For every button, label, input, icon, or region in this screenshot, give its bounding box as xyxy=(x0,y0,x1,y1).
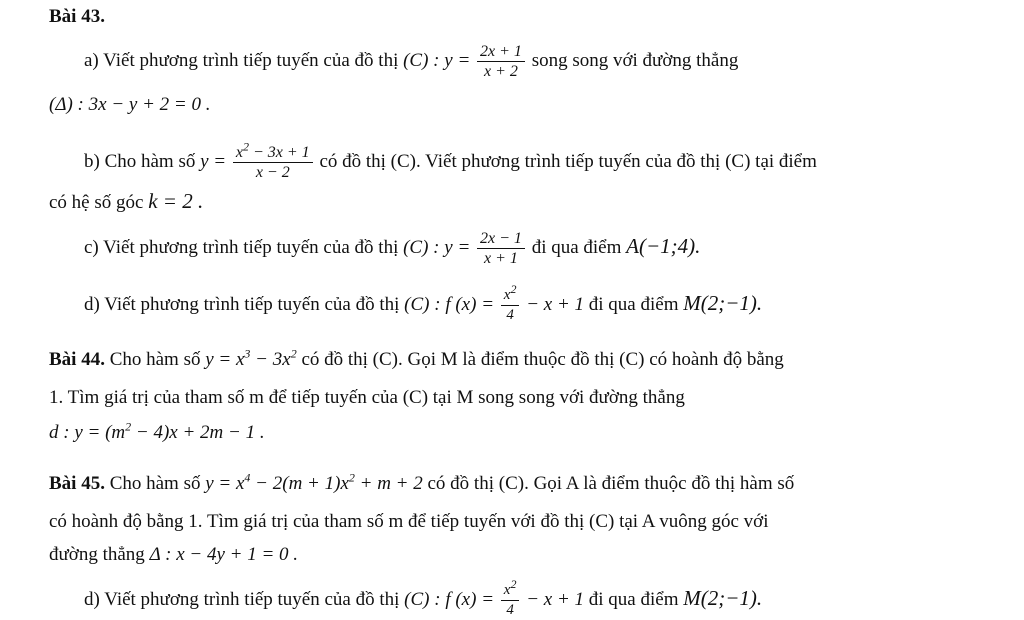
text: đi qua điểm xyxy=(531,236,622,258)
exercise-44-line3 xyxy=(49,420,265,446)
point: A(−1;4). xyxy=(626,233,701,258)
exercise-43b-line2 xyxy=(49,188,203,216)
term: − 2(m + 1)x xyxy=(250,473,349,494)
exercise-43c-line xyxy=(84,229,700,268)
exercise-duplicate-d-line xyxy=(84,577,763,620)
numerator xyxy=(501,577,520,601)
exercise-44-title: Bài 44. xyxy=(49,349,105,370)
exercise-43b-line1 xyxy=(84,139,817,182)
point: M(2;−1). xyxy=(683,585,763,610)
denominator: x − 2 xyxy=(255,164,290,181)
term: − 4)x + 2m − 1 . xyxy=(131,422,265,443)
equation: (C) : f (x) = xyxy=(404,588,495,610)
equation-tail: − x + 1 xyxy=(526,588,585,610)
text: đi qua điểm xyxy=(588,293,679,315)
exponent: 2 xyxy=(290,346,297,361)
exponent: 3 xyxy=(244,346,251,361)
exercise-44-line2: 1. Tìm giá trị của tham số m để tiếp tuyến của (C) tại M song song với đường thẳng xyxy=(49,387,685,408)
term: y = x xyxy=(205,349,245,370)
equation xyxy=(205,346,297,370)
numerator xyxy=(501,282,520,306)
numerator: 2x − 1 xyxy=(477,229,525,249)
text: b) Cho hàm số xyxy=(84,150,196,172)
denominator: 4 xyxy=(506,602,514,618)
term: d : y = (m xyxy=(49,422,126,443)
term: x xyxy=(503,287,511,303)
text: có đồ thị (C). Gọi M là điểm thuộc đồ thị (C) có hoành độ bằng xyxy=(301,349,784,370)
equation: (C) : f (x) = xyxy=(404,293,495,315)
exercise-44-line1 xyxy=(49,347,784,373)
exponent: 2 xyxy=(125,419,132,434)
equation: (C) : y = xyxy=(403,236,471,258)
exercise-43a-line2: (Δ) : 3x − y + 2 = 0 . xyxy=(49,94,211,115)
denominator: 4 xyxy=(506,307,514,323)
exponent: 2 xyxy=(510,577,517,591)
equation xyxy=(205,470,423,494)
fraction xyxy=(233,139,313,182)
exercise-43d-line xyxy=(84,282,763,325)
term: + m + 2 xyxy=(354,473,423,494)
text: c) Viết phương trình tiếp tuyến của đồ thị xyxy=(84,236,399,258)
fraction xyxy=(477,42,525,81)
denominator: x + 2 xyxy=(484,63,518,80)
equation-tail: − x + 1 xyxy=(526,293,585,315)
text: Cho hàm số xyxy=(109,473,201,494)
equation: Δ : x − 4y + 1 = 0 . xyxy=(149,544,299,565)
exponent: 2 xyxy=(510,282,517,296)
equation: (C) : y = xyxy=(403,49,471,71)
equation: k = 2 . xyxy=(148,189,204,213)
text: song song với đường thẳng xyxy=(531,49,739,71)
term: x xyxy=(235,144,243,161)
term: − 3x xyxy=(250,349,291,370)
denominator: x + 1 xyxy=(484,250,518,267)
text: có đồ thị (C). Viết phương trình tiếp tuyến của đồ thị (C) tại điểm xyxy=(319,150,817,172)
exercise-45-line2: có hoành độ bằng 1. Tìm giá trị của tham số m để tiếp tuyến với đồ thị (C) tại A vuông góc với xyxy=(49,511,769,532)
exercise-45-title: Bài 45. xyxy=(49,473,105,494)
exercise-45-line3 xyxy=(49,542,298,568)
text: d) Viết phương trình tiếp tuyến của đồ thị xyxy=(84,588,400,610)
text: đi qua điểm xyxy=(588,588,679,610)
text: có hệ số góc xyxy=(49,192,144,213)
exercise-43a-line1 xyxy=(84,42,738,81)
term: − 3x + 1 xyxy=(248,144,310,161)
exponent: 2 xyxy=(348,470,355,485)
fraction xyxy=(477,229,525,268)
text: đường thẳng xyxy=(49,544,145,565)
term: y = x xyxy=(205,473,245,494)
equation: y = xyxy=(200,150,227,172)
numerator xyxy=(233,139,313,163)
text: có đồ thị (C). Gọi A là điểm thuộc đồ thị hàm số xyxy=(427,473,795,494)
exponent: 4 xyxy=(244,470,251,485)
exercise-43-title: Bài 43. xyxy=(49,6,105,27)
point: M(2;−1). xyxy=(683,290,763,315)
term: x xyxy=(503,582,511,598)
numerator: 2x + 1 xyxy=(477,42,525,62)
exercise-45-line1 xyxy=(49,471,794,497)
fraction xyxy=(501,577,520,620)
text: Cho hàm số xyxy=(109,349,201,370)
text: d) Viết phương trình tiếp tuyến của đồ thị xyxy=(84,293,400,315)
fraction xyxy=(501,282,520,325)
text: a) Viết phương trình tiếp tuyến của đồ thị xyxy=(84,49,399,71)
exponent: 2 xyxy=(242,139,249,154)
